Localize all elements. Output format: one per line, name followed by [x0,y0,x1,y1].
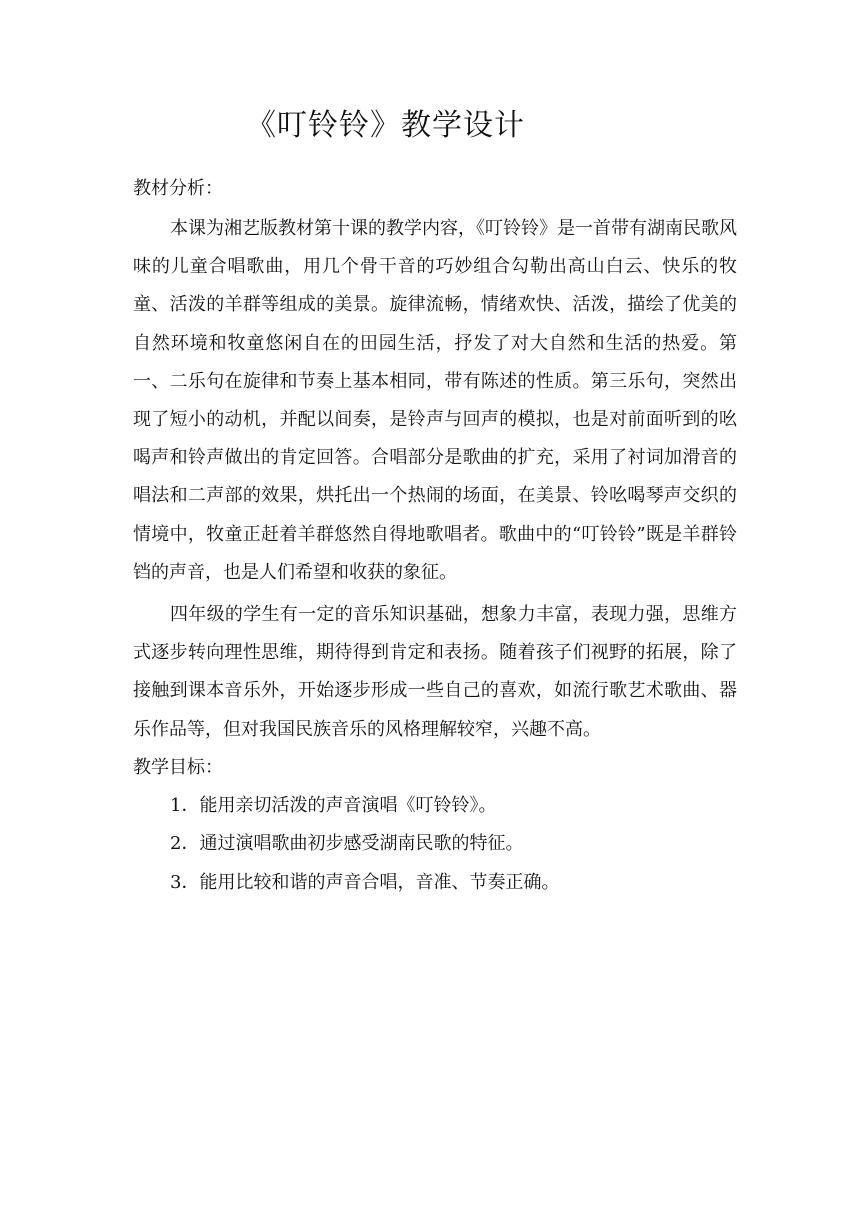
teaching-goals-list [133,787,737,903]
section-heading-material-analysis: 教材分析： [133,178,223,199]
section-heading-teaching-goals: 教学目标： [133,756,223,778]
document-title: 《叮铃铃》教学设计 [246,108,525,143]
goal-number: 3． [170,871,200,893]
goal-number: 2． [170,833,200,855]
paragraph-material-analysis: 本课为湘艺版教材第十课的教学内容，《叮铃铃》是一首带有湖南民歌风味的儿童合唱歌曲，用几个骨干音的巧妙组合勾勒出高山白云、快乐的牧童、活泼的羊群等组成的美景。旋律流畅，情绪欢快、活泼，描绘了优美的自然环境和牧童悠闲自在的田园生活，抒发了对大自然和生活的热爱。第一、二乐句在旋律和节奏上基本相同，带有陈述的性质。第三乐句，突然出现了短小的动机，并配以间奏，是铃声与回声的模拟，也是对前面听到的吆喝声和铃声做出的肯定回答。合唱部分是歌曲的扩充，采用了衬词加滑音的唱法和二声部的效果，烘托出一个热闹的场面，在美景、铃吆喝琴声交织的情境中，牧童正赶着羊群悠然自得地歌唱者。歌曲中的“叮铃铃”既是羊群铃铛的声音，也是人们希望和收获的象征。 [133,218,737,583]
paragraph-student-analysis: 四年级的学生有一定的音乐知识基础，想象力丰富，表现力强，思维方式逐步转向理性思维，期待得到肯定和表扬。随着孩子们视野的拓展，除了接触到课本音乐外，开始逐步形成一些自己的喜欢，如流行歌艺术歌曲、器乐作品等，但对我国民族音乐的风格理解较窄，兴趣不高。 [133,604,737,740]
goal-text: 能用亲切活泼的声音演唱《叮铃铃》。 [199,794,497,816]
goal-text: 通过演唱歌曲初步感受湖南民歌的特征。 [199,833,524,855]
goal-item [133,864,737,903]
document-body [133,170,737,902]
goal-item [133,787,737,826]
goal-item [133,825,737,864]
goal-text: 能用比较和谐的声音合唱，音准、节奏正确。 [199,871,560,893]
goal-number: 1． [170,794,200,816]
